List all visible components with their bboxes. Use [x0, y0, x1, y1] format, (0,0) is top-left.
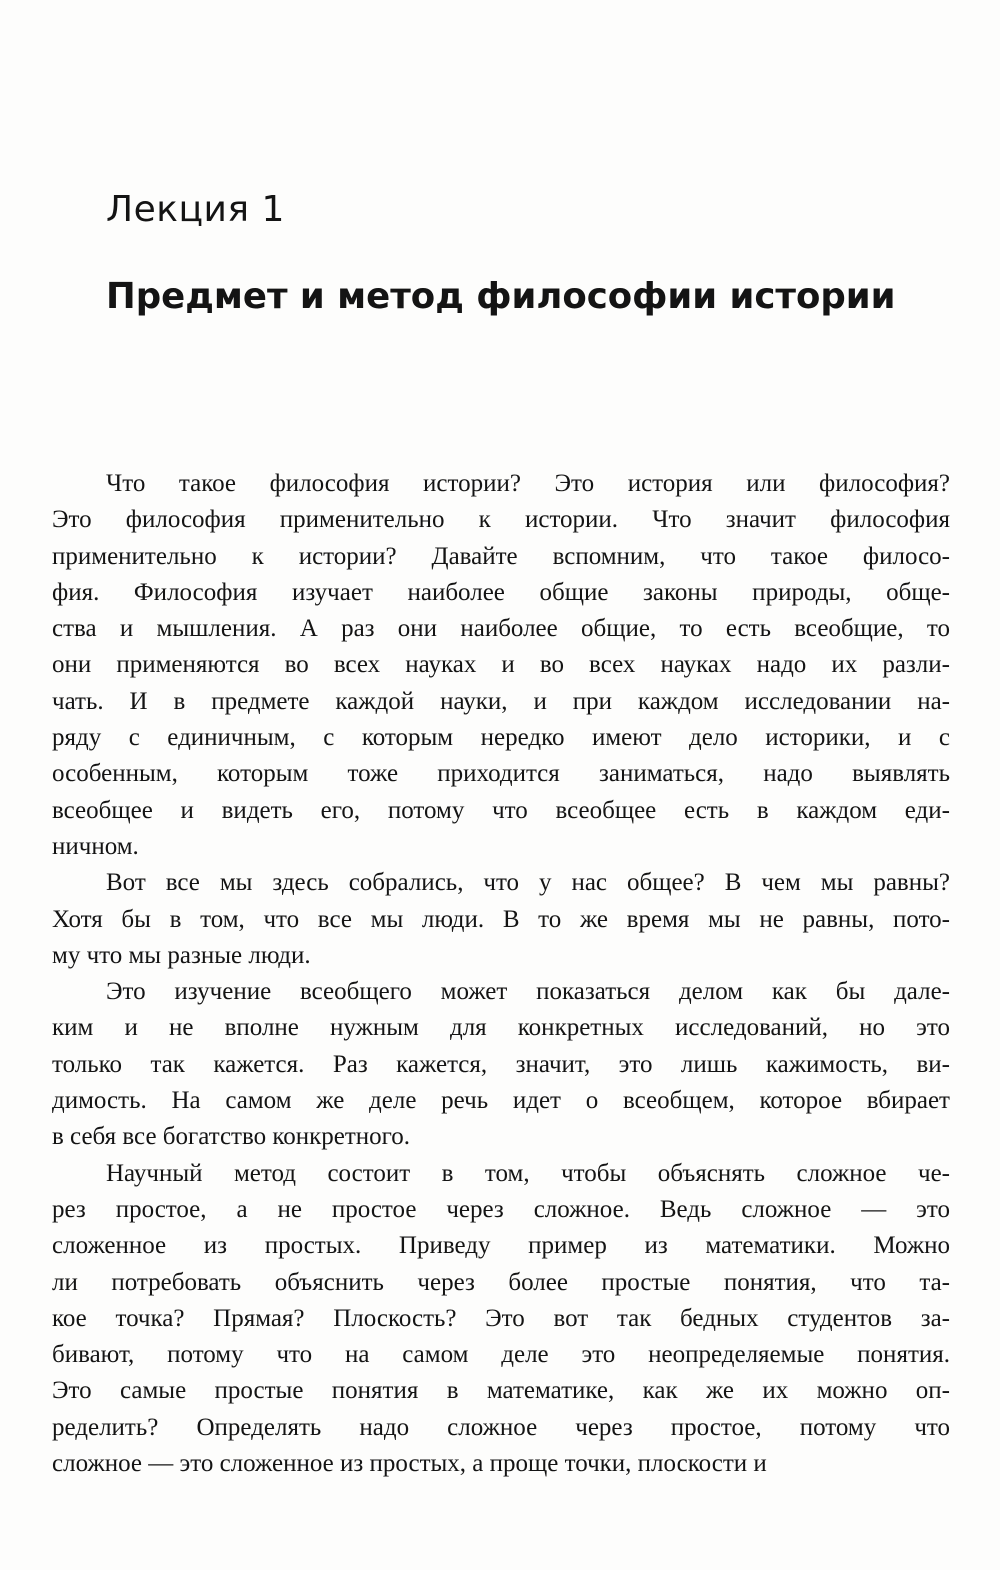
- paragraph-4-line: Научный метод состоит в том, чтобы объяснять сложное че-: [106, 1159, 950, 1187]
- paragraph-1-line: особенным, которым тоже приходится заниматься, надо выявлять: [52, 760, 950, 788]
- paragraph-1-line: Это философия применительно к истории. Что значит философия: [52, 506, 950, 534]
- paragraph-1-line: ряду с единичным, с которым нередко имеют дело историки, и с: [52, 724, 950, 752]
- paragraph-1-line: всеобщее и видеть его, потому что всеобщее есть в каждом еди-: [52, 796, 950, 824]
- paragraph-4-line: кое точка? Прямая? Плоскость? Это вот так бедных студентов за-: [52, 1304, 950, 1332]
- paragraph-4-line: ределить? Определять надо сложное через простое, потому что: [52, 1413, 950, 1441]
- paragraph-1-line: фия. Философия изучает наиболее общие законы природы, обще-: [52, 578, 950, 606]
- paragraph-1-line: они применяются во всех науках и во всех науках надо их разли-: [52, 651, 950, 679]
- paragraph-4-line: сложное — это сложенное из простых, а проще точки, плоскости и: [52, 1450, 767, 1478]
- paragraph-4-line: рез простое, а не простое через сложное. Ведь сложное — это: [52, 1195, 950, 1223]
- lecture-number: Лекция 1: [106, 189, 285, 230]
- paragraph-1-line: чать. И в предмете каждой науки, и при каждом исследовании на-: [52, 687, 950, 715]
- paragraph-4-line: бивают, потому что на самом деле это неопределяемые понятия.: [52, 1341, 950, 1369]
- paragraph-3-line: димость. На самом же деле речь идет о всеобщем, которое вбирает: [52, 1087, 950, 1115]
- lecture-title: Предмет и метод философии истории: [106, 276, 896, 317]
- paragraph-2-line: Хотя бы в том, что все мы люди. В то же время мы не равны, пото-: [52, 905, 950, 933]
- paragraph-3-line: ким и не вполне нужным для конкретных исследований, но это: [52, 1014, 950, 1042]
- paragraph-3-line: в себя все богатство конкретного.: [52, 1123, 411, 1151]
- paragraph-1-line: Что такое философия истории? Это история или философия?: [106, 470, 950, 497]
- paragraph-3-line: Это изучение всеобщего может показаться делом как бы дале-: [106, 978, 950, 1006]
- paragraph-2-line: Вот все мы здесь собрались, что у нас общее? В чем мы равны?: [106, 869, 950, 897]
- paragraph-1-line: применительно к истории? Давайте вспомним, что такое филосо-: [52, 542, 950, 570]
- paragraph-4-line: сложенное из простых. Приведу пример из математики. Можно: [52, 1232, 950, 1260]
- paragraph-2-line: му что мы разные люди.: [52, 941, 311, 969]
- paragraph-3-line: только так кажется. Раз кажется, значит, это лишь кажимость, ви-: [52, 1050, 950, 1078]
- body-text: [52, 466, 950, 1482]
- paragraph-1-line: ничном.: [52, 832, 139, 860]
- paragraph-4-line: Это самые простые понятия в математике, как же их можно оп-: [52, 1377, 950, 1405]
- paragraph-1-line: ства и мышления. А раз они наиболее общие, то есть всеобщие, то: [52, 615, 950, 643]
- paragraph-4-line: ли потребовать объяснить через более простые понятия, что та-: [52, 1268, 950, 1296]
